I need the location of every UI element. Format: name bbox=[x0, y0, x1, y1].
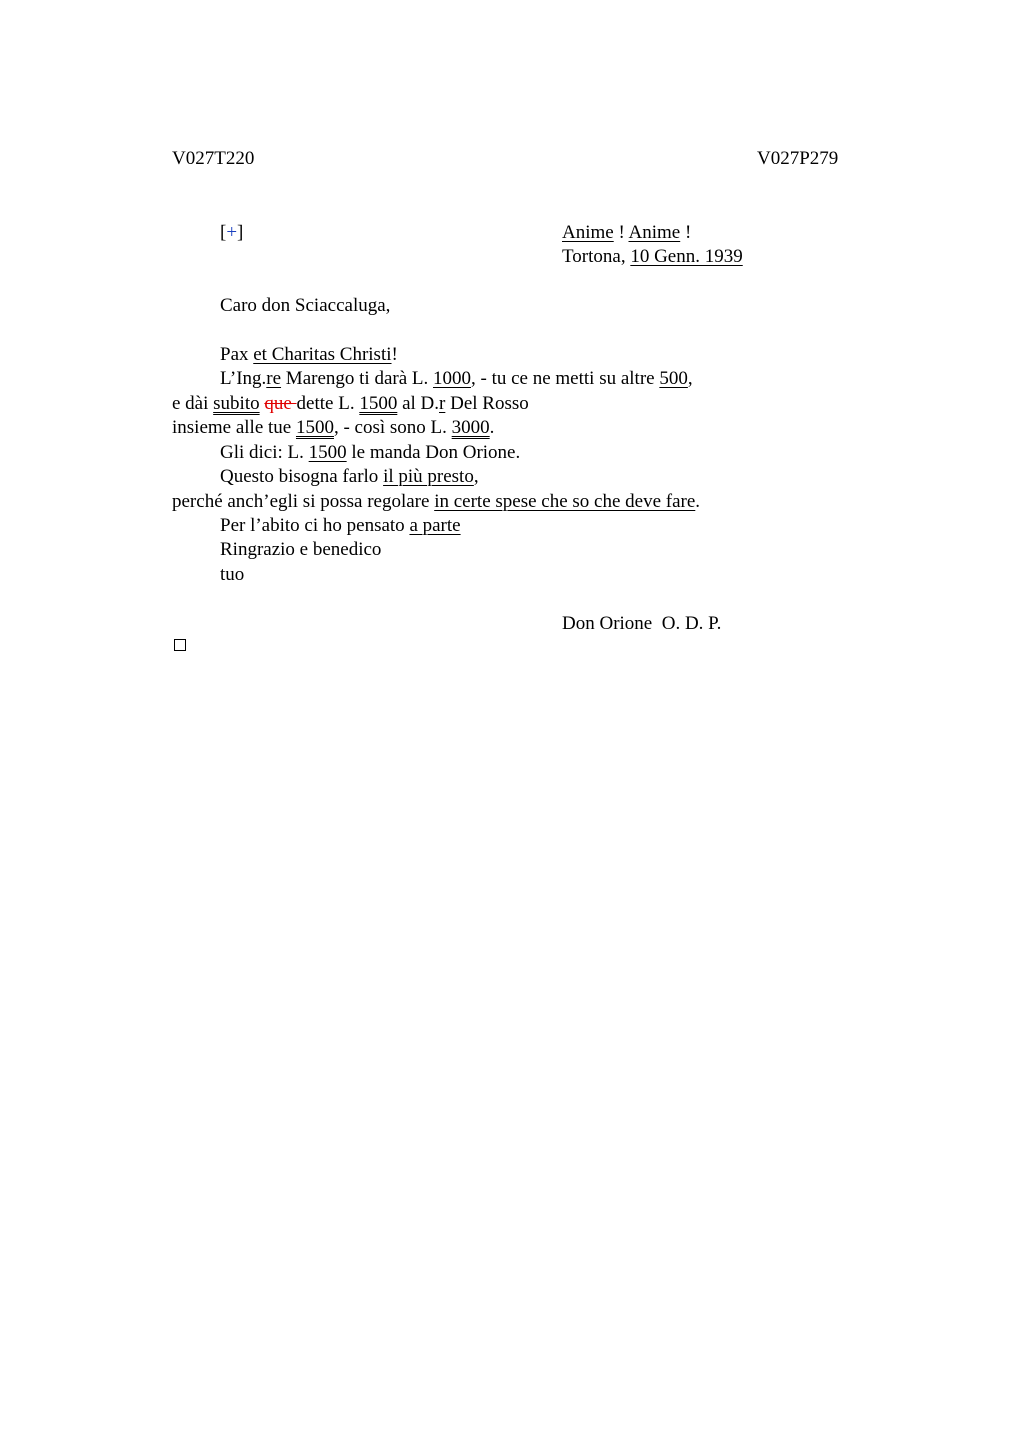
amount: 1500 bbox=[295, 417, 334, 438]
body-line-5 bbox=[220, 465, 479, 489]
document-code-right: V027P279 bbox=[757, 148, 839, 169]
text: , bbox=[687, 368, 693, 389]
body-line-8: Ringrazio e benedico bbox=[220, 539, 382, 560]
text: , bbox=[473, 466, 479, 487]
text: , - tu ce ne metti su altre bbox=[471, 368, 660, 389]
text: Del Rosso bbox=[445, 393, 529, 414]
underlined-text: in certe spese che so che deve fare bbox=[434, 491, 696, 512]
double-underlined-text: subito bbox=[213, 393, 260, 414]
motto-word: Anime bbox=[628, 222, 681, 243]
greeting-text: Pax bbox=[220, 344, 254, 365]
cross-bracket-open: [ bbox=[220, 222, 227, 243]
body-line-6 bbox=[172, 490, 700, 514]
amount: 3000 bbox=[451, 417, 490, 438]
cross-icon: + bbox=[226, 222, 238, 243]
motto-separator: ! bbox=[680, 222, 692, 243]
date: 10 Genn. 1939 bbox=[630, 246, 743, 267]
amount: 1500 bbox=[359, 393, 398, 414]
cross-mark bbox=[220, 221, 243, 245]
text: e dài bbox=[172, 393, 214, 414]
underlined-text: re bbox=[266, 368, 282, 389]
deleted-text: que bbox=[264, 393, 297, 414]
underlined-text: a parte bbox=[409, 515, 461, 536]
amount: 500 bbox=[659, 368, 688, 389]
text: al D. bbox=[397, 393, 440, 414]
underlined-text: il più presto bbox=[383, 466, 474, 487]
greeting bbox=[220, 343, 398, 367]
motto bbox=[562, 221, 691, 245]
body-line-9: tuo bbox=[220, 564, 245, 585]
text: . bbox=[489, 417, 495, 438]
amount: 1000 bbox=[433, 368, 471, 389]
body-line-7 bbox=[220, 514, 461, 538]
amount: 1500 bbox=[308, 442, 347, 463]
body-line-3 bbox=[172, 416, 494, 440]
text: insieme alle tue bbox=[172, 417, 296, 438]
end-square-icon bbox=[174, 639, 186, 651]
motto-word: Anime bbox=[562, 222, 614, 243]
text: Marengo ti darà L. bbox=[281, 368, 433, 389]
body-line-1 bbox=[220, 367, 693, 391]
signature: Don Orione O. D. P. bbox=[562, 613, 722, 634]
cross-bracket-close: ] bbox=[237, 222, 244, 243]
text: L’Ing. bbox=[220, 368, 267, 389]
text: Per l’abito ci ho pensato bbox=[220, 515, 410, 536]
text: . bbox=[695, 491, 701, 512]
text: dette L. bbox=[296, 393, 360, 414]
body-line-2 bbox=[172, 392, 529, 416]
place: Tortona, bbox=[562, 246, 631, 267]
body-line-4 bbox=[220, 441, 520, 465]
greeting-underlined: et Charitas Christi bbox=[253, 344, 392, 365]
text: Gli dici: L. bbox=[220, 442, 309, 463]
text: Questo bisogna farlo bbox=[220, 466, 384, 487]
place-date bbox=[562, 245, 743, 269]
underlined-text: r bbox=[439, 393, 446, 414]
text: perché anch’egli si possa regolare bbox=[172, 491, 435, 512]
text: , - così sono L. bbox=[333, 417, 452, 438]
motto-separator: ! bbox=[613, 222, 629, 243]
salutation: Caro don Sciaccaluga, bbox=[220, 295, 391, 316]
document-code-left: V027T220 bbox=[172, 148, 255, 169]
text: le manda Don Orione. bbox=[346, 442, 521, 463]
greeting-end: ! bbox=[391, 344, 398, 365]
